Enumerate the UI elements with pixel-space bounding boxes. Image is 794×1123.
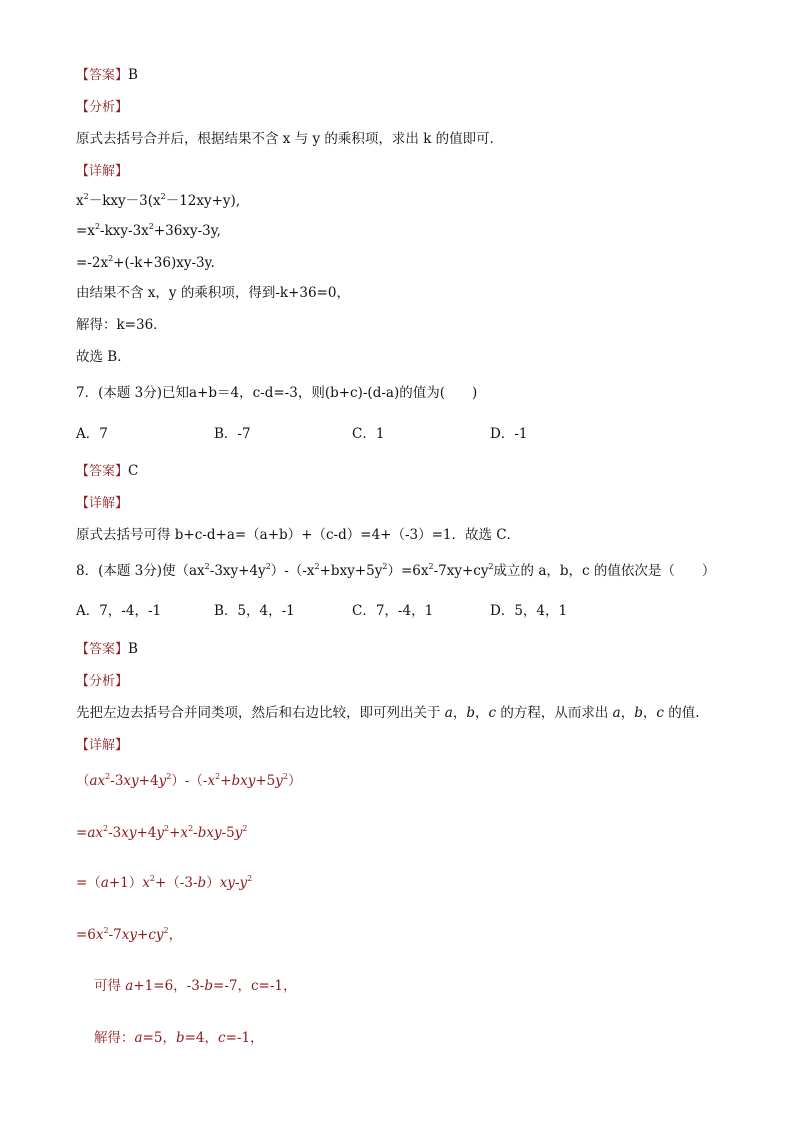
- question-7-stem: 7．(本题 3分)已知a+b＝4，c-d=-3，则(b+c)-(d-a)的值为( ): [76, 385, 478, 401]
- detail-conclusion-2: 解得：k=36．: [76, 317, 167, 333]
- answer-tag: 【答案】: [76, 68, 129, 83]
- q8-answer-tag: 【答案】: [76, 642, 129, 657]
- question-8-stem: 8．(本题 3分)使$(ax^2-3xy+4y^2)-(-x^2+bxy+5y^2)=6x^2-7xy+cy^2$成立的 a，b，c 的值依次是（ ）: [76, 562, 716, 579]
- q8-detail-step-6: 解得：a=5，b=4，c=-1，: [94, 1030, 264, 1046]
- q8-detail-heading: [76, 736, 128, 755]
- q7-answer-value: C: [128, 463, 139, 479]
- q8-option-d: D．5，4，1: [490, 603, 568, 619]
- q7-detail-text: 原式去括号可得 b+c-d+a=（a+b）+（c-d）=4+（-3）=1．故选 C．: [76, 527, 521, 543]
- q7-option-a: A．7: [76, 426, 108, 442]
- detail-conclusion-3: 故选 B．: [76, 349, 131, 365]
- detail-heading-6: [76, 162, 128, 181]
- q8-analysis-text: 先把左边去括号合并同类项，然后和右边比较，即可列出关于 a，b，c 的方程，从而求出 a，b，c 的值.: [76, 705, 700, 721]
- q8-analysis-tag: 【分析】: [76, 674, 129, 689]
- q8-detail-step-2: $=ax^2-3xy+4y^2+x^2-bxy-5y^2$: [76, 824, 248, 841]
- q8-analysis-heading: [76, 672, 128, 691]
- q7-option-b: B．-7: [214, 426, 251, 442]
- q7-detail-tag: 【详解】: [76, 496, 129, 511]
- q7-answer-line: [76, 462, 138, 481]
- q8-answer-value: B: [128, 641, 138, 657]
- detail-conclusion-1: 由结果不含 x，y 的乘积项，得到-k+36=0，: [76, 285, 350, 301]
- q7-detail-heading: [76, 494, 128, 513]
- q7-option-c: C．1: [352, 426, 385, 442]
- detail-step-2: $=x^2-kxy-3x^2+36xy-3y$,: [76, 222, 221, 239]
- q7-answer-tag: 【答案】: [76, 464, 129, 479]
- q8-detail-tag: 【详解】: [76, 738, 129, 753]
- answer-value: B: [128, 67, 138, 83]
- analysis-tag: 【分析】: [76, 100, 129, 115]
- q8-option-a: A．7，-4，-1: [76, 603, 162, 619]
- analysis-text-6: 原式去括号合并后，根据结果不含 x 与 y 的乘积项，求出 k 的值即可．: [76, 131, 504, 147]
- detail-step-1: $x^2-kxy-3(x^2-12xy+y)$,: [76, 192, 241, 209]
- q7-option-d: D．-1: [490, 426, 528, 442]
- q8-detail-step-1: $(ax^2-3xy+4y^2)-(-x^2+bxy+5y^2)$: [76, 772, 302, 789]
- q8-option-b: B．5，4，-1: [214, 603, 295, 619]
- q8-detail-step-3: $=(a+1)x^2+(-3-b)xy-y^2$: [76, 874, 253, 891]
- q8-detail-step-5: 可得 a+1=6，-3-b=-7，c=-1，: [94, 978, 297, 994]
- detail-step-3: $=-2x^2+(-k+36)xy-3y$.: [76, 254, 215, 271]
- q8-detail-step-4: $=6x^2-7xy+cy^2$，: [76, 926, 183, 943]
- q8-option-c: C．7，-4，1: [352, 603, 434, 619]
- q8-answer-line: [76, 640, 138, 659]
- analysis-heading-6: [76, 98, 128, 117]
- detail-tag: 【详解】: [76, 164, 129, 179]
- answer-line-6: [76, 66, 138, 85]
